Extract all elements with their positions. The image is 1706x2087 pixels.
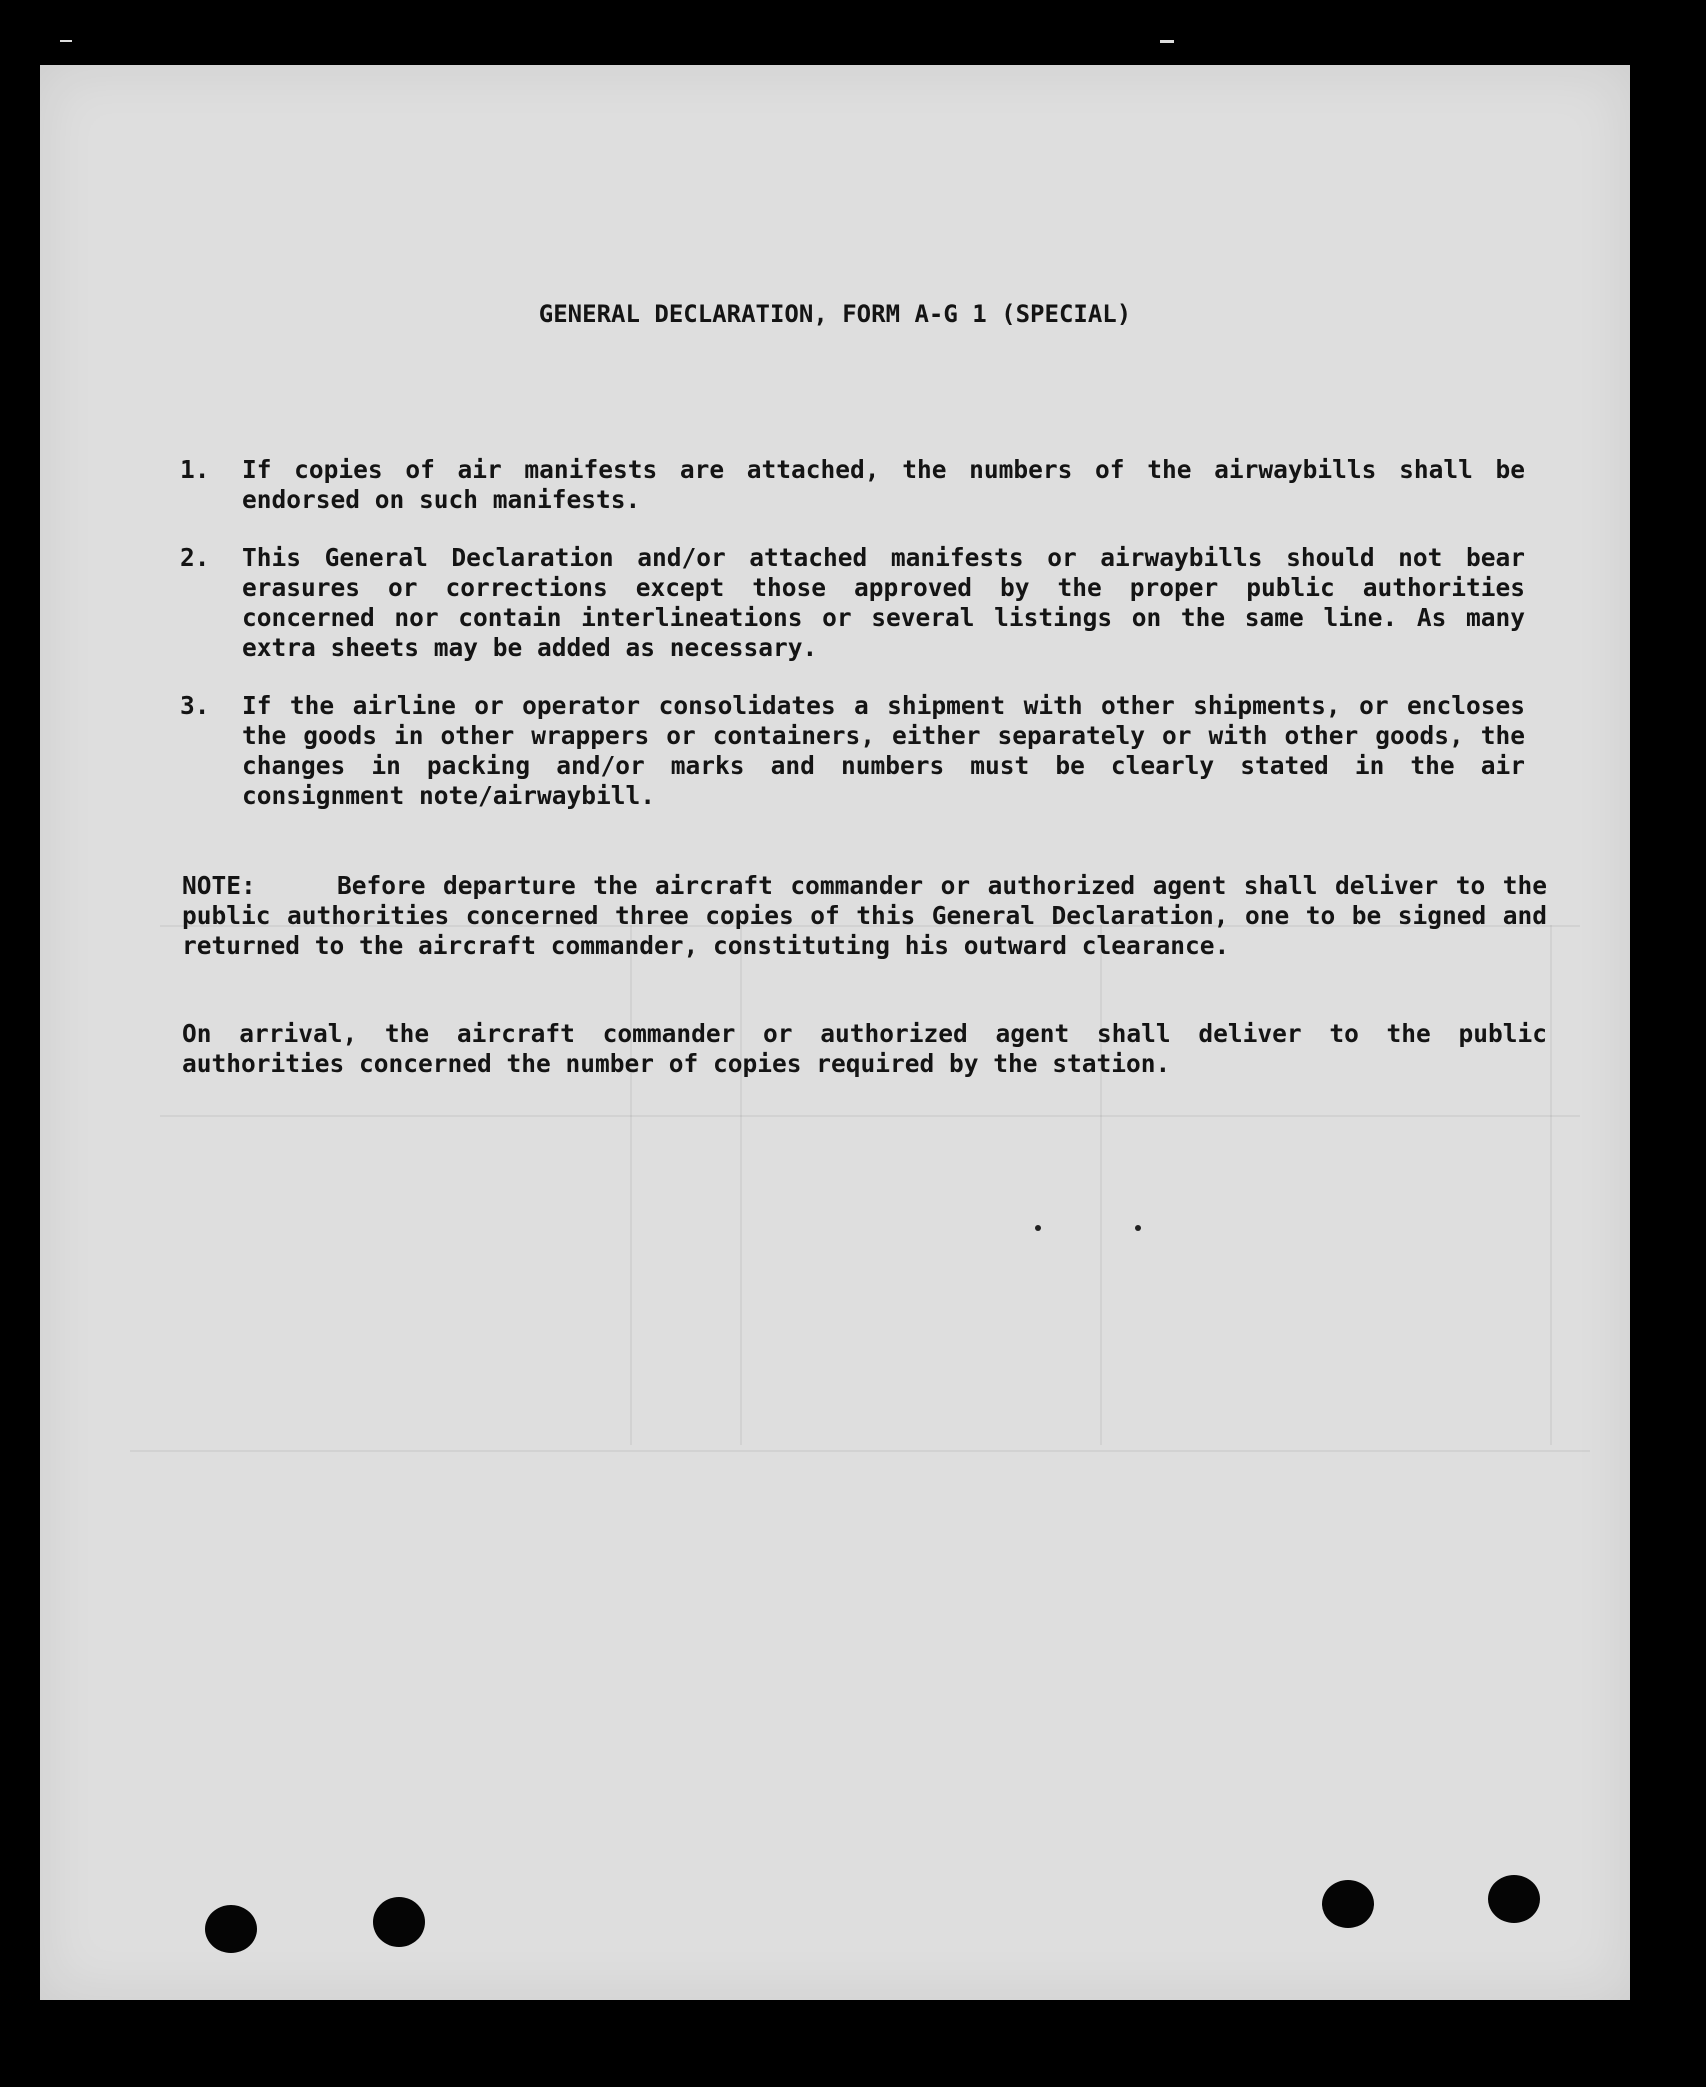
arrival-paragraph (182, 1019, 1547, 1079)
arrival-text: On arrival, the aircraft commander or authorized agent shall deliver to the public authorities concerned the number of copies required by the station. (182, 1019, 1547, 1078)
punch-hole (1488, 1875, 1540, 1923)
item-text: If copies of air manifests are attached, the numbers of the airwaybills shall be endorsed on such manifests. (242, 455, 1525, 514)
list-item (180, 543, 1525, 663)
item-number: 2. (180, 543, 210, 572)
item-text: If the airline or operator consolidates a shipment with other shipments, or encloses the goods in other wrappers or containers, either separately or with other goods, the changes in packing and/or marks and numbers must be clearly stated in the air consignment note/airwaybill. (242, 691, 1525, 810)
punch-hole (1322, 1880, 1374, 1928)
note-paragraph (182, 871, 1547, 961)
ink-speck (1135, 1225, 1141, 1231)
item-text: This General Declaration and/or attached manifests or airwaybills should not bear erasures or corrections except those approved by the proper public authorities concerned nor contain interlineations or several listings on the same line. As many extra sheets may be added as necessary. (242, 543, 1525, 662)
list-item (180, 691, 1525, 811)
ink-speck (1035, 1225, 1041, 1231)
edge-mark (60, 40, 72, 42)
edge-mark (1160, 40, 1174, 43)
page-title: GENERAL DECLARATION, FORM A-G 1 (SPECIAL) (538, 300, 1132, 328)
item-number: 1. (180, 455, 210, 484)
punch-hole (373, 1897, 425, 1947)
list-item (180, 455, 1525, 515)
punch-hole (205, 1905, 257, 1953)
note-label: NOTE: (182, 871, 256, 900)
document-page (40, 65, 1630, 2000)
item-number: 3. (180, 691, 210, 720)
note-text: Before departure the aircraft commander or authorized agent shall deliver to the public authorities concerned three copies of this General Declaration, one to be signed and returned to the aircraft commander, constituting his outward clearance. (182, 871, 1547, 960)
